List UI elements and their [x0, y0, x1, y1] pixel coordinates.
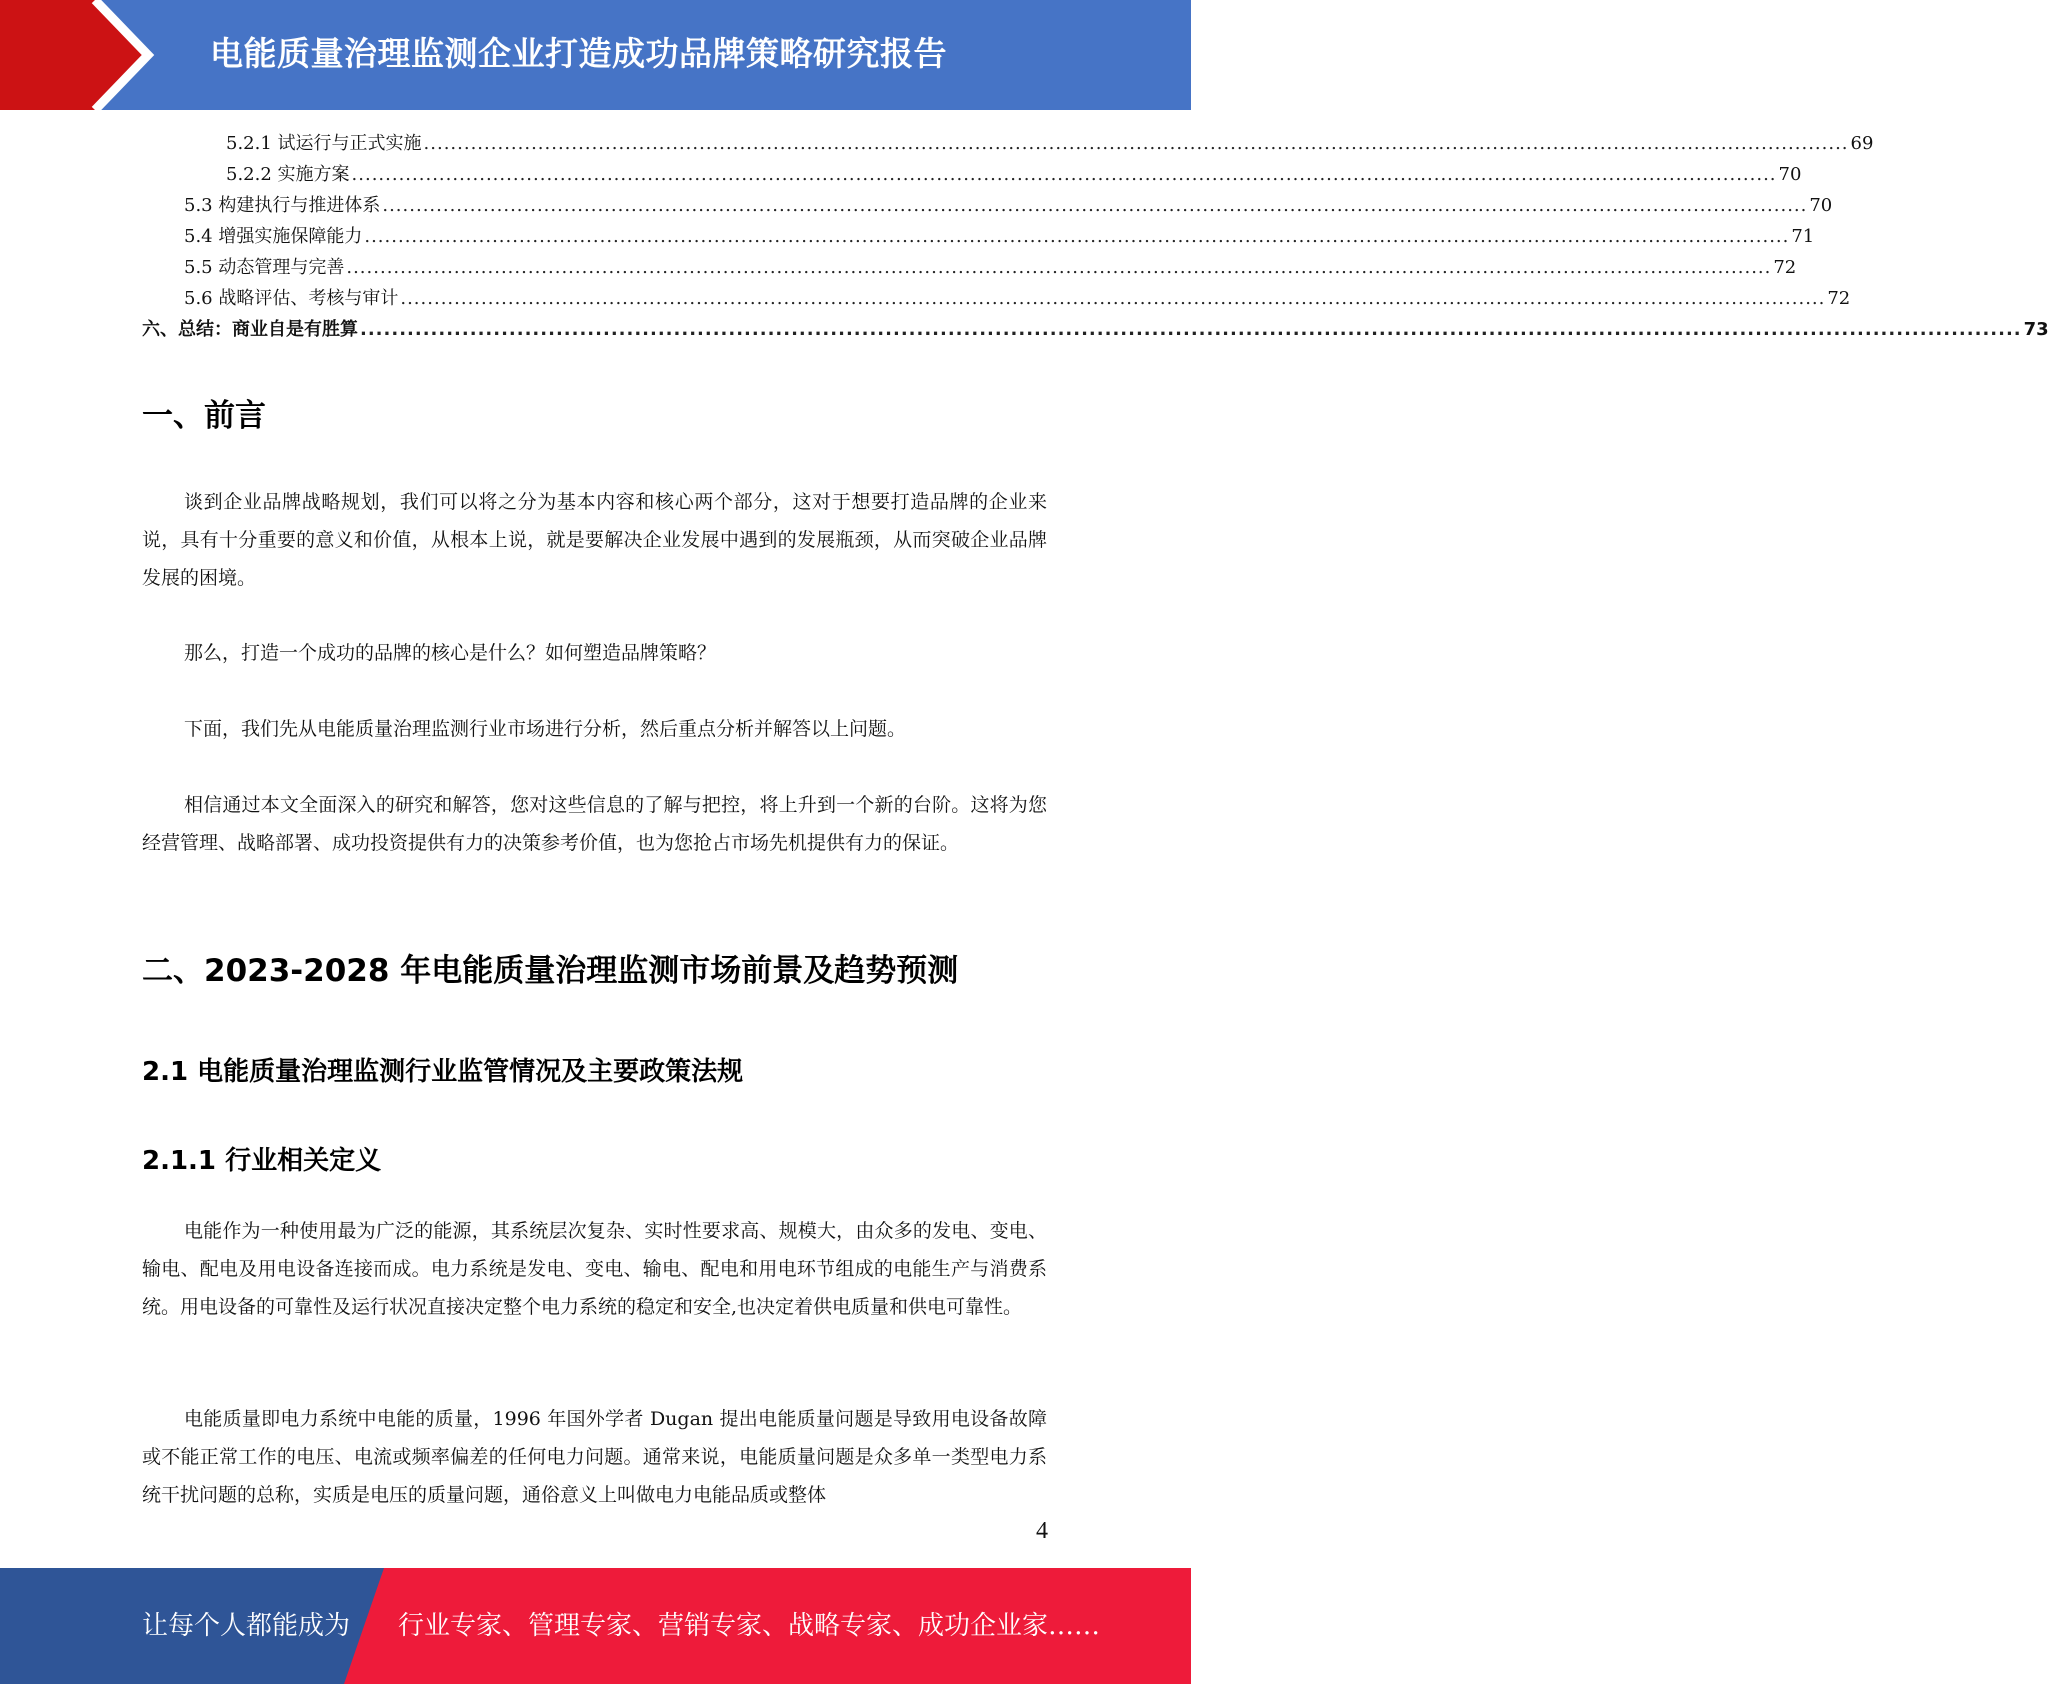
toc-leader-dots: ....................................................................................................................................................................................................................	[423, 133, 1849, 154]
table-of-contents	[142, 128, 2049, 345]
footer-slogan-right: 行业专家、管理专家、营销专家、战略专家、成功企业家……	[398, 1611, 1101, 1641]
report-title: 电能质量治理监测企业打造成功品牌策略研究报告	[210, 34, 947, 73]
paragraph: 电能质量即电力系统中电能的质量，1996 年国外学者 Dugan 提出电能质量问题是导致用电设备故障或不能正常工作的电压、电流或频率偏差的任何电力问题。通常来说，电能质量问题是众多单一类型电力系统干扰问题的总称，实质是电压的质量问题，通俗意义上叫做电力电能品质或整体	[142, 1408, 1047, 1506]
toc-entry-page: 70	[1809, 195, 1833, 216]
toc-entry-page: 69	[1850, 133, 1874, 154]
toc-entry-label: 5.5 动态管理与完善	[184, 257, 345, 278]
toc-leader-dots: ....................................................................................................................................................................................................................	[364, 226, 1790, 247]
toc-entry[interactable]	[142, 190, 1833, 221]
section-heading: 二、2023-2028 年电能质量治理监测市场前景及趋势预测	[142, 953, 959, 989]
toc-entry[interactable]	[142, 314, 2049, 345]
section-heading: 一、前言	[142, 398, 266, 434]
toc-entry-page: 71	[1791, 226, 1815, 247]
paragraph: 谈到企业品牌战略规划，我们可以将之分为基本内容和核心两个部分，这对于想要打造品牌的企业来说，具有十分重要的意义和价值，从根本上说，就是要解决企业发展中遇到的发展瓶颈，从而突破企业品牌发展的困境。	[142, 491, 1047, 589]
toc-entry[interactable]	[142, 221, 1815, 252]
toc-entry[interactable]	[142, 283, 1851, 314]
toc-entry-page: 72	[1827, 288, 1851, 309]
toc-entry-label: 六、总结：商业自是有胜算	[142, 319, 358, 340]
toc-leader-dots: ....................................................................................................................................................................................................................	[360, 319, 2022, 340]
footer-slogan-left: 让每个人都能成为	[142, 1611, 351, 1641]
paragraph: 下面，我们先从电能质量治理监测行业市场进行分析，然后重点分析并解答以上问题。	[184, 718, 907, 740]
subsection-heading: 2.1 电能质量治理监测行业监管情况及主要政策法规	[142, 1057, 744, 1087]
paragraph: 相信通过本文全面深入的研究和解答，您对这些信息的了解与把控，将上升到一个新的台阶。这将为您经营管理、战略部署、成功投资提供有力的决策参考价值，也为您抢占市场先机提供有力的保证。	[142, 794, 1047, 854]
toc-entry-page: 70	[1778, 164, 1802, 185]
paragraph: 那么，打造一个成功的品牌的核心是什么？如何塑造品牌策略？	[184, 642, 717, 664]
toc-leader-dots: ....................................................................................................................................................................................................................	[346, 257, 1772, 278]
toc-entry[interactable]	[142, 252, 1797, 283]
paragraph: 电能作为一种使用最为广泛的能源，其系统层次复杂、实时性要求高、规模大，由众多的发电、变电、输电、配电及用电设备连接而成。电力系统是发电、变电、输电、配电和用电环节组成的电能生产与消费系统。用电设备的可靠性及运行状况直接决定整个电力系统的稳定和安全,也决定着供电质量和供电可靠性。	[142, 1220, 1047, 1318]
subsection-heading: 2.1.1 行业相关定义	[142, 1146, 382, 1176]
toc-leader-dots: ....................................................................................................................................................................................................................	[351, 164, 1777, 185]
toc-entry-page: 73	[2023, 319, 2049, 340]
toc-entry-label: 5.4 增强实施保障能力	[184, 226, 363, 247]
toc-entry-label: 5.6 战略评估、考核与审计	[184, 288, 399, 309]
toc-entry-page: 72	[1773, 257, 1797, 278]
toc-entry-label: 5.2.1 试运行与正式实施	[226, 133, 422, 154]
toc-entry[interactable]	[142, 159, 1802, 190]
toc-entry-label: 5.2.2 实施方案	[226, 164, 350, 185]
toc-leader-dots: ....................................................................................................................................................................................................................	[400, 288, 1826, 309]
toc-leader-dots: ....................................................................................................................................................................................................................	[382, 195, 1808, 216]
page-number: 4	[1036, 1518, 1048, 1544]
toc-entry[interactable]	[142, 128, 1874, 159]
toc-entry-label: 5.3 构建执行与推进体系	[184, 195, 381, 216]
